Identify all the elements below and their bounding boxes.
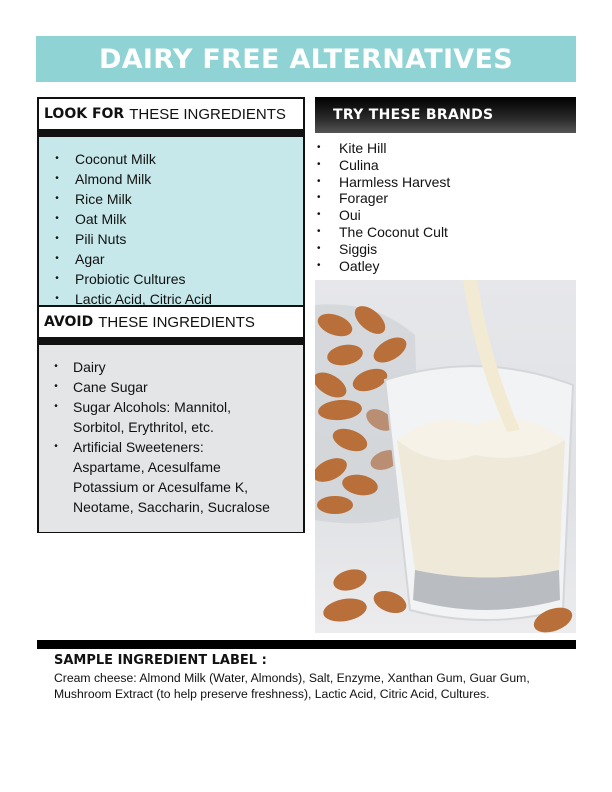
- bullet-icon: •: [55, 273, 59, 284]
- title-banner: [36, 36, 576, 82]
- avoid-heading-bold: AVOID: [44, 314, 94, 330]
- bullet-icon: •: [317, 192, 321, 204]
- list-item: • Forager: [317, 190, 389, 207]
- bullet-icon: •: [55, 153, 59, 164]
- page-title: DAIRY FREE ALTERNATIVES: [99, 43, 513, 75]
- bullet-icon: •: [55, 193, 59, 204]
- bullet-icon: •: [54, 401, 58, 412]
- list-item: • Siggis: [317, 240, 378, 257]
- list-item: • Probiotic Cultures: [39, 269, 303, 289]
- look-for-heading: [39, 99, 303, 137]
- bullet-icon: •: [317, 158, 321, 170]
- sample-label-text: Cream cheese: Almond Milk (Water, Almonds), Salt, Enzyme, Xanthan Gum, Guar Gum, Mushroom Extract (to help preserve freshness), Lactic Acid, Citric Acid, Cultures.: [54, 671, 530, 701]
- bullet-icon: •: [317, 142, 321, 153]
- bullet-icon: •: [317, 259, 321, 271]
- bullet-icon: •: [317, 242, 321, 254]
- bullet-icon: •: [54, 441, 58, 452]
- list-item: • Cane Sugar: [39, 377, 303, 397]
- list-item: • Artificial Sweeteners: Aspartame, Acesulfame Potassium or Acesulfame K, Neotame, Saccharin, Sucralose: [39, 437, 303, 517]
- bullet-icon: •: [55, 233, 59, 244]
- avoid-heading-rest: THESE INGREDIENTS: [98, 313, 255, 331]
- list-item: • Harmless Harvest: [317, 173, 451, 190]
- bullet-icon: •: [317, 225, 321, 237]
- avoid-list: [39, 345, 303, 532]
- bullet-icon: •: [317, 209, 321, 221]
- section-divider: [37, 640, 576, 649]
- bullet-icon: •: [55, 253, 59, 264]
- sample-label-title: SAMPLE INGREDIENT LABEL :: [54, 653, 267, 668]
- almond-milk-illustration: [315, 280, 576, 633]
- list-item: • The Coconut Cult: [317, 223, 448, 240]
- list-item: • Dairy: [39, 357, 303, 377]
- list-item: • Almond Milk: [39, 169, 303, 189]
- list-item: • Oatley: [317, 257, 380, 274]
- list-item: • Lactic Acid, Citric Acid: [39, 289, 303, 309]
- bullet-icon: •: [317, 175, 321, 187]
- bullet-icon: •: [54, 361, 58, 372]
- ingredients-box: [37, 97, 305, 533]
- list-item: • Sugar Alcohols: Mannitol, Sorbitol, Erythritol, etc.: [39, 397, 303, 437]
- look-for-list: [39, 137, 303, 307]
- bullet-icon: •: [55, 213, 59, 224]
- bullet-icon: •: [55, 173, 59, 184]
- bullet-icon: •: [54, 381, 58, 392]
- look-for-heading-bold: LOOK FOR: [44, 106, 125, 122]
- list-item: • Culina: [317, 156, 379, 173]
- list-item: • Kite Hill: [317, 140, 387, 156]
- list-item: • Coconut Milk: [39, 149, 303, 169]
- list-item: • Pili Nuts: [39, 229, 303, 249]
- list-item: • Oat Milk: [39, 209, 303, 229]
- list-item: • Oui: [317, 207, 361, 224]
- bullet-icon: •: [55, 293, 59, 304]
- look-for-heading-rest: THESE INGREDIENTS: [129, 105, 286, 123]
- avoid-heading: [39, 307, 303, 345]
- list-item: • Agar: [39, 249, 303, 269]
- brands-heading: TRY THESE BRANDS: [315, 97, 576, 133]
- almond-milk-photo: [315, 280, 576, 633]
- brands-list: [315, 140, 450, 274]
- list-item: • Rice Milk: [39, 189, 303, 209]
